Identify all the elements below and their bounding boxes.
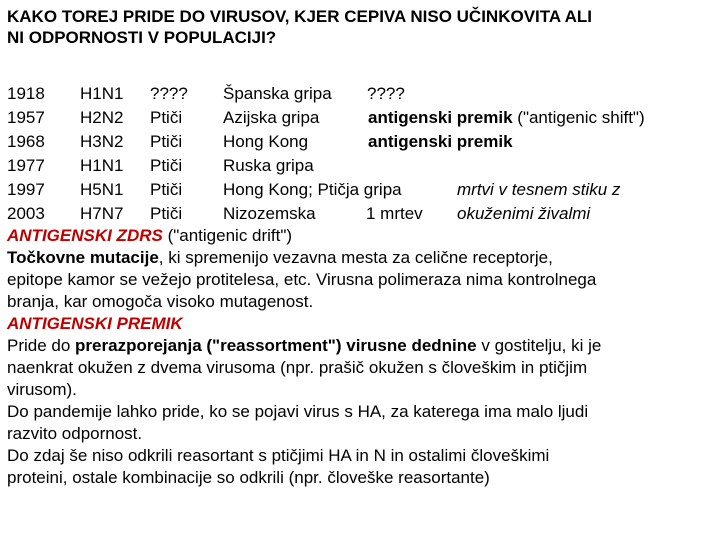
- drift-line-2: epitope kamor se vežejo protitelesa, etc. Virusna polimeraza nima kontrolnega: [7, 270, 597, 289]
- shift-line-4: Do pandemije lahko pride, ko se pojavi virus s HA, za katerega ima malo ljudi: [7, 402, 589, 421]
- row-year: 1968: [7, 132, 45, 151]
- row-subtype: H2N2: [80, 108, 124, 127]
- drift-line-3: branja, kar omogoča visoko mutagenost.: [7, 292, 314, 311]
- row-year: 1997: [7, 180, 45, 199]
- row-extra: okuženimi živalmi: [457, 204, 591, 223]
- row-source: Ptiči: [150, 156, 183, 175]
- shift-line-6: Do zdaj še niso odkrili reasortant s ptičjimi HA in N in ostalimi človeškimi: [7, 446, 550, 465]
- row-source: Ptiči: [150, 132, 183, 151]
- row-name: Ruska gripa: [223, 156, 314, 175]
- row-year: 2003: [7, 204, 45, 223]
- shift-line-3: virusom).: [7, 380, 77, 399]
- row-name: Azijska gripa: [223, 108, 320, 127]
- row-note: 1 mrtev: [366, 204, 423, 223]
- drift-line-1: [7, 247, 717, 269]
- table-row: [0, 202, 720, 226]
- shift-line-7: proteini, ostale kombinacije so odkrili (npr. človeške reasortante): [7, 468, 490, 487]
- table-row: [0, 82, 720, 106]
- shift-line-1-bold: prerazporejanja ("reassortment") virusne dednine: [75, 336, 477, 355]
- row-name: Španska gripa: [223, 84, 332, 103]
- table-row: [0, 130, 720, 154]
- table-row: [0, 106, 720, 130]
- shift-line-1-post: v gostitelju, ki je: [476, 336, 602, 355]
- shift-line-2: naenkrat okužen z dvema virusoma (npr. prašič okužen s človeškim in ptičjim: [7, 358, 588, 377]
- row-subtype: H7N7: [80, 204, 124, 223]
- shift-line-5: razvito odpornost.: [7, 424, 143, 443]
- page-title: [7, 6, 713, 48]
- row-name: Hong Kong; Ptičja gripa: [223, 180, 402, 199]
- row-source: ????: [150, 84, 188, 103]
- row-subtype: H1N1: [80, 156, 124, 175]
- row-year: 1977: [7, 156, 45, 175]
- row-subtype: H5N1: [80, 180, 124, 199]
- explanation-text: [7, 225, 717, 489]
- table-row: [0, 178, 720, 202]
- drift-lead: Točkovne mutacije: [7, 248, 159, 267]
- row-source: Ptiči: [150, 108, 183, 127]
- title-line-2: NI ODPORNOSTI V POPULACIJI?: [7, 28, 277, 47]
- row-subtype: H3N2: [80, 132, 124, 151]
- row-year: 1918: [7, 84, 45, 103]
- shift-line-1-pre: Pride do: [7, 336, 76, 355]
- row-source: Ptiči: [150, 180, 183, 199]
- row-year: 1957: [7, 108, 45, 127]
- shift-line-1: [7, 335, 717, 357]
- title-line-1: KAKO TOREJ PRIDE DO VIRUSOV, KJER CEPIVA NISO UČINKOVITA ALI: [7, 7, 593, 26]
- row-note-bold: antigenski premik: [368, 108, 513, 127]
- row-extra: mrtvi v tesnem stiku z: [457, 180, 621, 199]
- row-subtype: H1N1: [80, 84, 124, 103]
- row-name: Hong Kong: [223, 132, 309, 151]
- shift-heading: ANTIGENSKI PREMIK: [7, 314, 183, 333]
- row-note-rest: ("antigenic shift"): [512, 108, 645, 127]
- row-note: ????: [367, 84, 405, 103]
- row-note: [368, 106, 645, 130]
- row-note-bold: antigenski premik: [368, 132, 513, 151]
- row-source: Ptiči: [150, 204, 183, 223]
- drift-line-1-rest: , ki spremenijo vezavna mesta za celične receptorje,: [158, 248, 553, 267]
- row-name: Nizozemska: [223, 204, 316, 223]
- drift-heading-line: [7, 225, 717, 247]
- table-row: [0, 154, 720, 178]
- drift-heading-rest: ("antigenic drift"): [162, 226, 293, 245]
- drift-heading: ANTIGENSKI ZDRS: [7, 226, 163, 245]
